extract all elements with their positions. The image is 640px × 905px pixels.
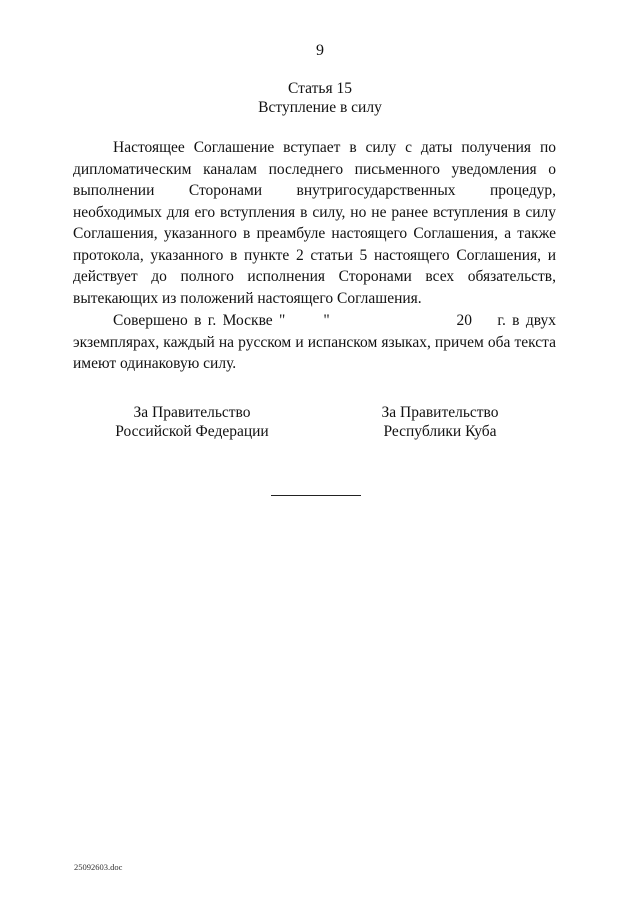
end-divider: [271, 495, 361, 496]
paragraph-done-at: Совершено в г. Москве " " 20 г. в двух экземплярах, каждый на русском и испанском языках, причем оба текста имеют одинаковую силу.: [73, 312, 560, 372]
signature-block-russia: [112, 403, 272, 441]
signature-block-cuba: [360, 403, 520, 441]
signature-line1: За Правительство: [381, 404, 499, 421]
article-title: Вступление в силу: [258, 99, 382, 116]
article-number: Статья 15: [288, 80, 352, 97]
article-heading: [0, 79, 640, 117]
page-number: 9: [316, 42, 324, 59]
paragraph-entry-into-force: Настоящее Соглашение вступает в силу с даты получения по дипломатическим каналам последнего письменного уведомления о выполнении Сторонами внутригосударственных процедур, необходимых для его вступления в силу, но не ранее вступления в силу Соглашения, указанного в преамбуле настоящего Соглашения, а также протокола, указанного в пункте 2 статьи 5 настоящего Соглашения, и действует до полного исполнения Сторонами всех обязательств, вытекающих из положений настоящего Соглашения.: [73, 139, 556, 307]
signature-line2: Российской Федерации: [115, 423, 269, 440]
signature-line2: Республики Куба: [383, 423, 497, 440]
file-reference: 25092603.doc: [74, 862, 123, 872]
signature-line1: За Правительство: [133, 404, 251, 421]
